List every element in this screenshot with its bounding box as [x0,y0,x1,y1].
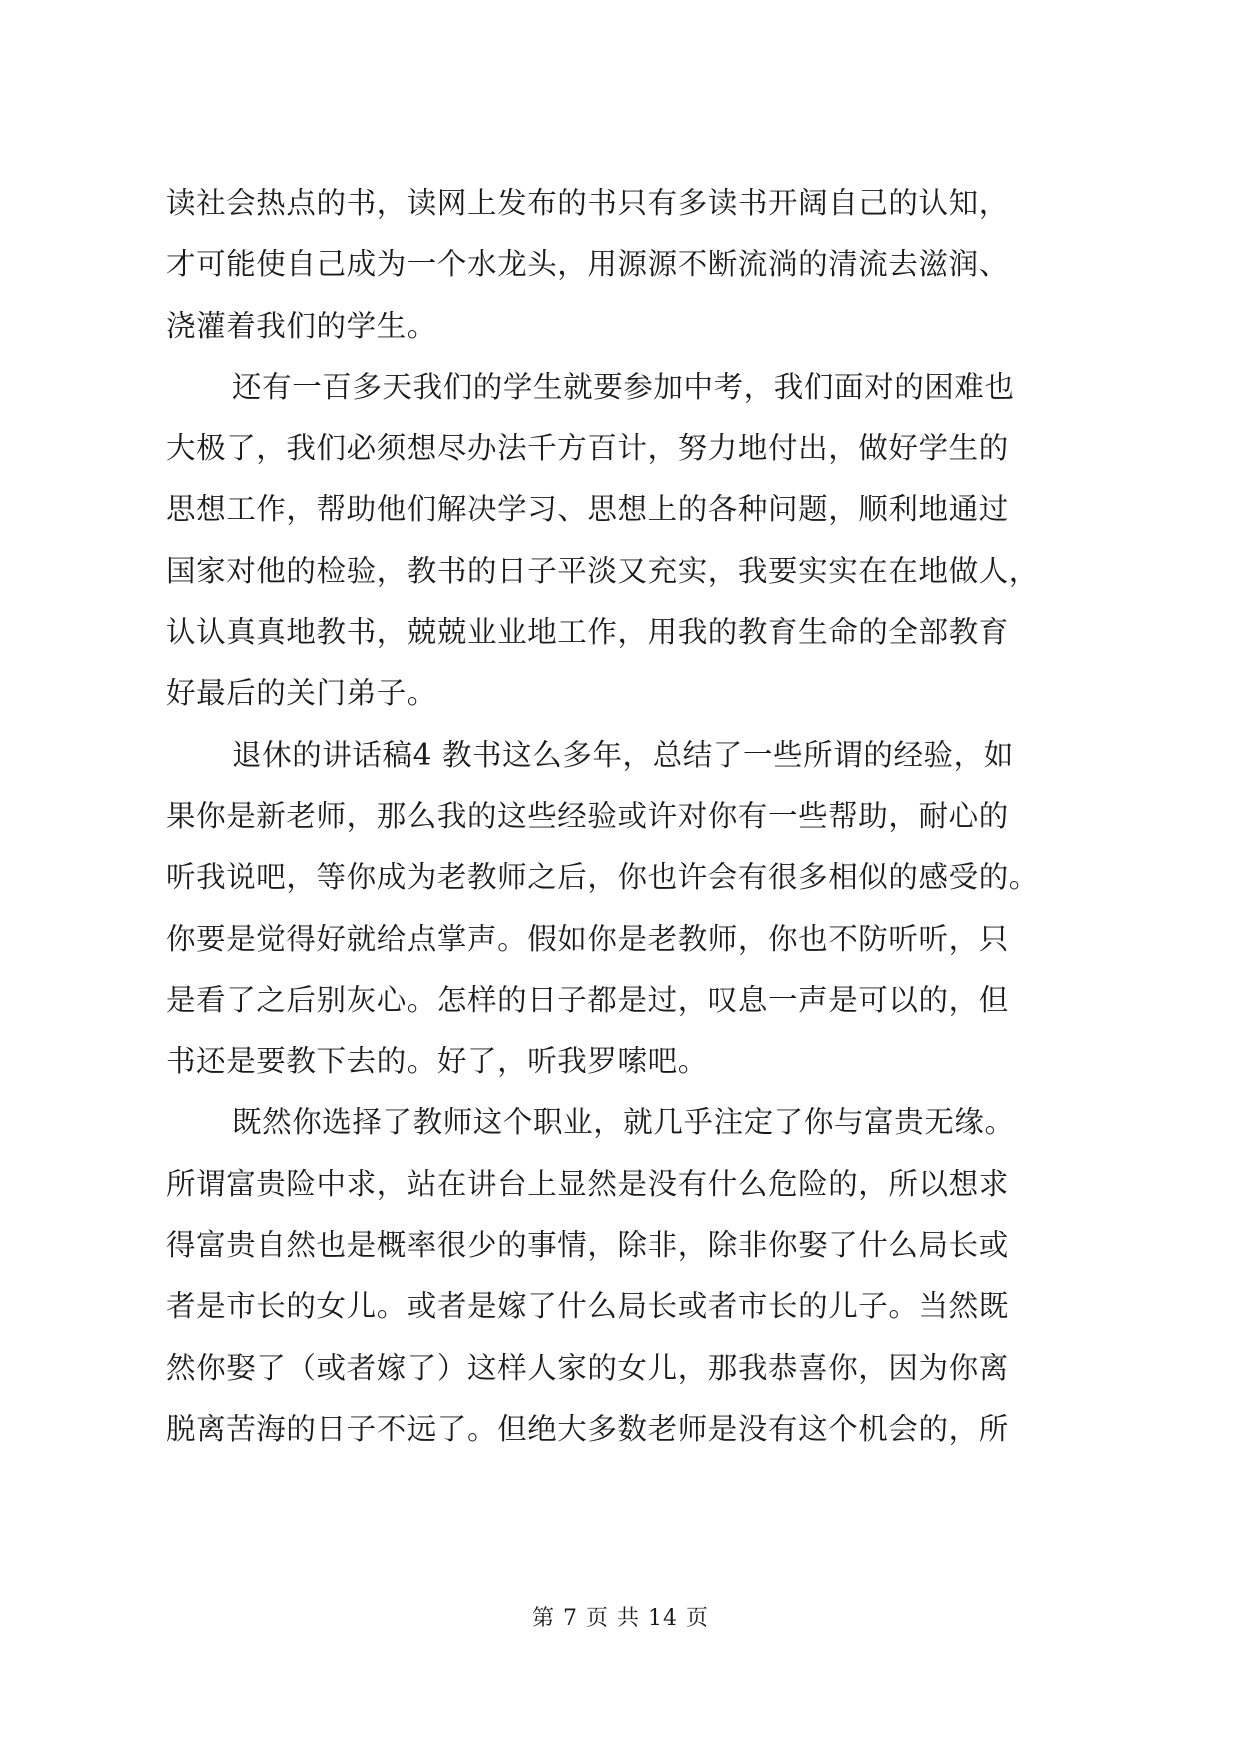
text-line: 果你是新老师，那么我的这些经验或许对你有一些帮助，耐心的 [166,798,1009,833]
text-line: 大极了，我们必须想尽办法千方百计，努力地付出，做好学生的 [166,431,1009,466]
body-text [166,173,1081,1460]
text-line: 书还是要教下去的。好了，听我罗嗦吧。 [166,1044,708,1079]
text-line: 你要是觉得好就给点掌声。假如你是老教师，你也不防听听，只 [166,921,1009,956]
page-number-label: 第 7 页 共 14 页 [532,1606,709,1631]
text-line: 退休的讲话稿4 教书这么多年，总结了一些所谓的经验，如 [232,737,1014,772]
text-line: 然你娶了（或者嫁了）这样人家的女儿，那我恭喜你，因为你离 [166,1350,1009,1385]
text-line: 者是市长的女儿。或者是嫁了什么局长或者市长的儿子。当然既 [166,1289,1009,1324]
text-line: 既然你选择了教师这个职业，就几乎注定了你与富贵无缘。 [232,1105,1015,1140]
text-line: 才可能使自己成为一个水龙头，用源源不断流淌的清流去滋润、 [166,247,1009,282]
paragraph-4 [166,1092,1081,1460]
text-line: 读社会热点的书，读网上发布的书只有多读书开阔自己的认知， [166,186,1009,220]
text-line: 脱离苦海的日子不远了。但绝大多数老师是没有这个机会的，所 [166,1411,1009,1446]
text-line: 得富贵自然也是概率很少的事情，除非，除非你娶了什么局长或 [166,1228,1009,1263]
text-line: 好最后的关门弟子。 [166,676,437,711]
text-line: 认认真真地教书，兢兢业业地工作，用我的教育生命的全部教育 [166,615,1009,650]
text-line: 国家对他的检验，教书的日子平淡又充实，我要实实在在地做人， [166,553,1039,588]
text-line: 听我说吧，等你成为老教师之后，你也许会有很多相似的感受的。 [166,860,1039,895]
text-line: 还有一百多天我们的学生就要参加中考，我们面对的困难也 [232,369,1015,404]
text-line: 思想工作，帮助他们解决学习、思想上的各种问题，顺利地通过 [166,492,1009,527]
text-line: 浇灌着我们的学生。 [166,308,437,343]
paragraph-2 [166,357,1081,725]
paragraph-1 [166,173,1081,357]
paragraph-3 [166,725,1081,1093]
text-line: 是看了之后别灰心。怎样的日子都是过，叹息一声是可以的，但 [166,982,1009,1017]
page-footer [0,1605,1241,1633]
text-line: 所谓富贵险中求，站在讲台上显然是没有什么危险的，所以想求 [166,1166,1009,1201]
